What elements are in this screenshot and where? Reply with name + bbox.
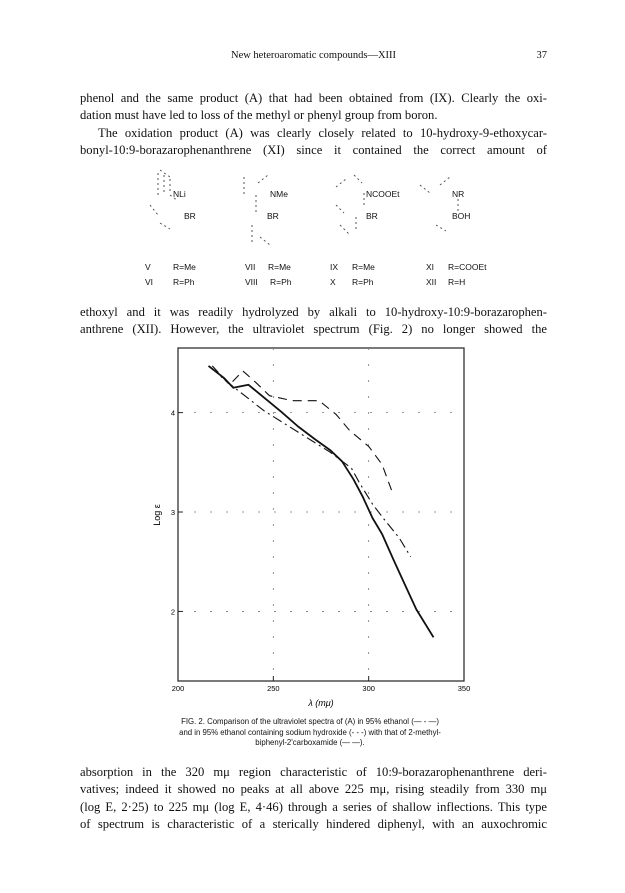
compound-number: VI — [145, 277, 154, 287]
plot-frame — [178, 348, 464, 681]
compound-substituent: R=Me — [173, 262, 196, 272]
data-series — [209, 366, 434, 637]
compound-number: VIII — [245, 277, 258, 287]
paragraph-3 — [80, 764, 547, 833]
series-line-solid — [209, 366, 434, 637]
compound-substituent: R=Ph — [173, 277, 195, 287]
chemical-structures — [140, 165, 500, 275]
text-line: vatives; indeed it showed no peaks at all above 225 mμ, rising steadily from 330 mμ — [80, 782, 547, 797]
structure-vii-bonds — [244, 175, 270, 245]
atom-label: BOH — [452, 211, 471, 221]
compound-number: XII — [426, 277, 437, 287]
text-line: bonyl-10:9-borazarophenanthrene (XI) since it contained the correct amount of — [80, 142, 547, 157]
figure-2 — [150, 340, 480, 712]
text-line: dation must have led to loss of the methyl or phenyl group from boron. — [80, 108, 438, 123]
atom-label: NLi — [173, 189, 186, 199]
text-line: ethoxyl and it was readily hydrolyzed by alkali to 10-hydroxy-10:9-borazarophen- — [80, 305, 547, 319]
compound-number: VII — [245, 262, 256, 272]
y-axis-ticks — [171, 409, 183, 617]
running-header — [80, 50, 547, 66]
x-tick-label: 200 — [171, 684, 185, 693]
atom-label: NMe — [270, 189, 288, 199]
caption-line: FIG. 2. Comparison of the ultraviolet spectra of (A) in 95% ethanol (— - —) — [181, 717, 439, 726]
text-line: (log E, 2·25) to 225 mμ (log E, 4·46) through a series of shallow inflections. This type — [80, 799, 547, 814]
caption-line: and in 95% ethanol containing sodium hydroxide (- - -) with that of 2-methyl- — [179, 727, 441, 737]
paragraph-2 — [80, 304, 547, 339]
x-tick-label: 350 — [457, 684, 471, 693]
structure-xi-bonds — [420, 177, 458, 231]
caption-line: biphenyl-2'carboxamide (— —). — [255, 738, 365, 748]
y-tick-label: 4 — [170, 408, 175, 418]
structure-ix-bonds — [336, 175, 364, 235]
atom-label: BR — [267, 211, 279, 221]
y-tick-label: 2 — [170, 607, 175, 617]
x-tick-label: 250 — [267, 684, 280, 693]
text-line: of spectrum is characteristic of a sterically hindered diphenyl, with an auxochromic — [80, 816, 547, 831]
text-line: absorption in the 320 mμ region characteristic of 10:9-borazarophenanthrene deri- — [80, 765, 547, 779]
compound-number: V — [145, 262, 151, 272]
compound-substituent: R=Me — [268, 262, 291, 272]
x-tick-label: 300 — [362, 684, 375, 693]
reference-lines — [178, 348, 464, 681]
text-line: The oxidation product (A) was clearly closely related to 10-hydroxy-9-ethoxycar- — [98, 125, 547, 140]
compound-number: IX — [330, 262, 339, 272]
atom-label: BR — [366, 211, 378, 221]
compound-substituent: R=H — [448, 277, 466, 287]
figure-caption — [125, 717, 495, 749]
compound-substituent: R=Me — [352, 262, 375, 272]
header-title: New heteroaromatic compounds—XIII — [230, 50, 397, 61]
atom-label: NR — [452, 189, 465, 199]
atom-label: NCOOEt — [366, 189, 400, 199]
compound-substituent: R=Ph — [352, 277, 374, 287]
x-axis-ticks — [172, 676, 471, 693]
y-tick-label: 3 — [170, 508, 175, 518]
compound-number: XI — [426, 262, 435, 272]
x-axis-label: λ (mμ) — [308, 698, 334, 708]
page-number: 37 — [536, 50, 547, 61]
series-line-dashed — [212, 366, 391, 490]
text-line: phenol and the same product (A) that had been obtained from (IX). Clearly the oxi- — [80, 91, 547, 105]
structure-v-bonds — [150, 170, 178, 229]
y-axis-label: Log ε — [152, 504, 162, 526]
uv-spectrum-chart — [150, 340, 480, 712]
text-line: anthrene (XII). However, the ultraviolet spectrum (Fig. 2) no longer showed the — [80, 322, 547, 337]
compound-number: X — [330, 277, 336, 287]
compound-substituent: R=Ph — [270, 277, 292, 287]
atom-label: BR — [184, 211, 196, 221]
compound-substituent: R=COOEt — [448, 262, 487, 272]
paragraph-1 — [80, 90, 547, 159]
